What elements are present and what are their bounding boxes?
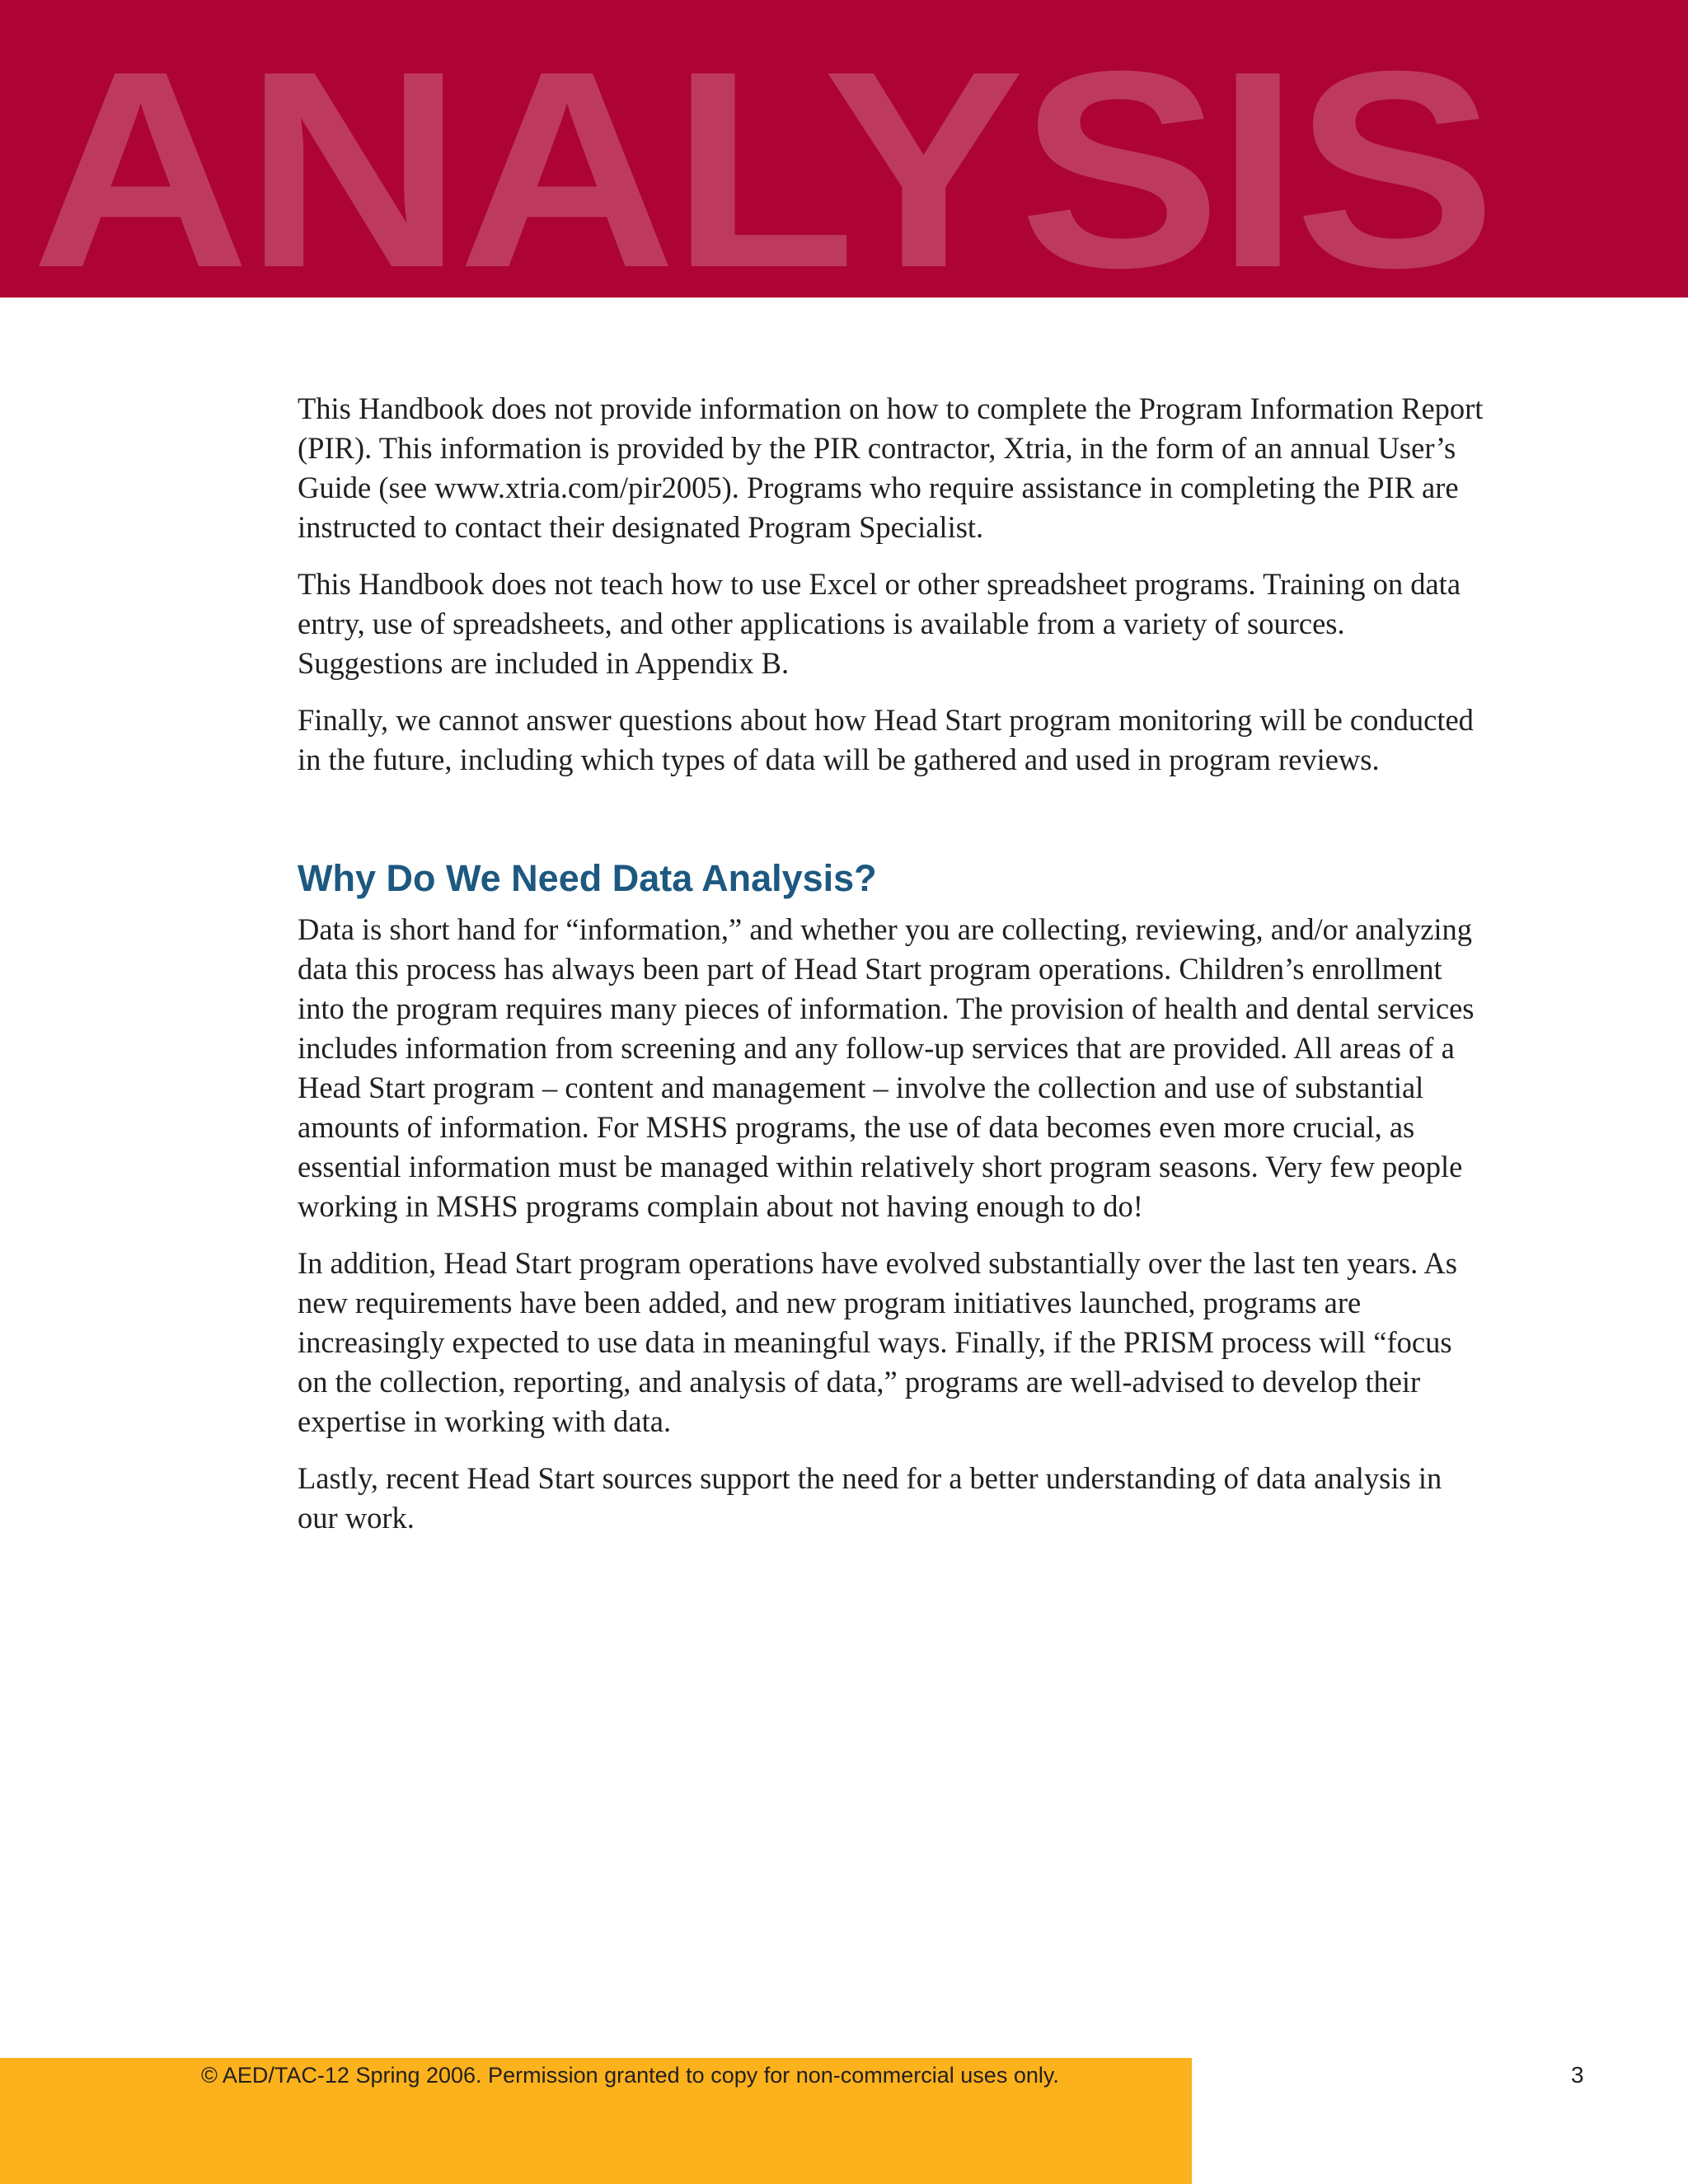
intro-paragraph-3: Finally, we cannot answer questions about how Head Start program monitoring will be conducted in the future, including which types of data will be gathered and used in program reviews. <box>298 703 1474 776</box>
section-heading: Why Do We Need Data Analysis? <box>298 857 877 899</box>
footer-copyright-text: © AED/TAC-12 Spring 2006. Permission granted to copy for non-commercial uses only. <box>201 2063 1059 2088</box>
page-number-text: 3 <box>1571 2062 1584 2088</box>
intro-paragraph-2: This Handbook does not teach how to use Excel or other spreadsheet programs. Training on data entry, use of spreadsheets, and other applications is available from a variety of sources. Suggestions are included in Appendix B. <box>298 567 1461 680</box>
section-paragraph-1: Data is short hand for “information,” and whether you are collecting, reviewing, and/or analyzing data this process has always been part of Head Start program operations. Children’s enrollment into the program requires many pieces of information. The provision of health and dental services includes information from screening and any follow-up services that are provided. All areas of a Head Start program – content and management – involve the collection and use of substantial amounts of information. For MSHS programs, the use of data becomes even more crucial, as essential information must be managed within relatively short program seasons. Very few people working in MSHS programs complain about not having enough to do! <box>298 912 1475 1223</box>
header-band <box>0 0 1688 298</box>
header-title-word: ANALYSIS <box>31 13 1492 298</box>
section-paragraph-3: Lastly, recent Head Start sources support the need for a better understanding of data analysis in our work. <box>298 1461 1442 1535</box>
section-paragraph-2: In addition, Head Start program operations have evolved substantially over the last ten years. As new requirements have been added, and new program initiatives launched, programs are increasingly expected to use data in meaningful ways. Finally, if the PRISM process will “focus on the collection, reporting, and analysis of data,” programs are well-advised to develop their expertise in working with data. <box>298 1246 1457 1438</box>
intro-paragraph-1: This Handbook does not provide information on how to complete the Program Information Report (PIR). This information is provided by the PIR contractor, Xtria, in the form of an annual User’s Guide (see www.xtria.com/pir2005). Programs who require assistance in completing the PIR are instructed to contact their designated Program Specialist. <box>298 391 1484 544</box>
page-content <box>298 389 1484 1555</box>
